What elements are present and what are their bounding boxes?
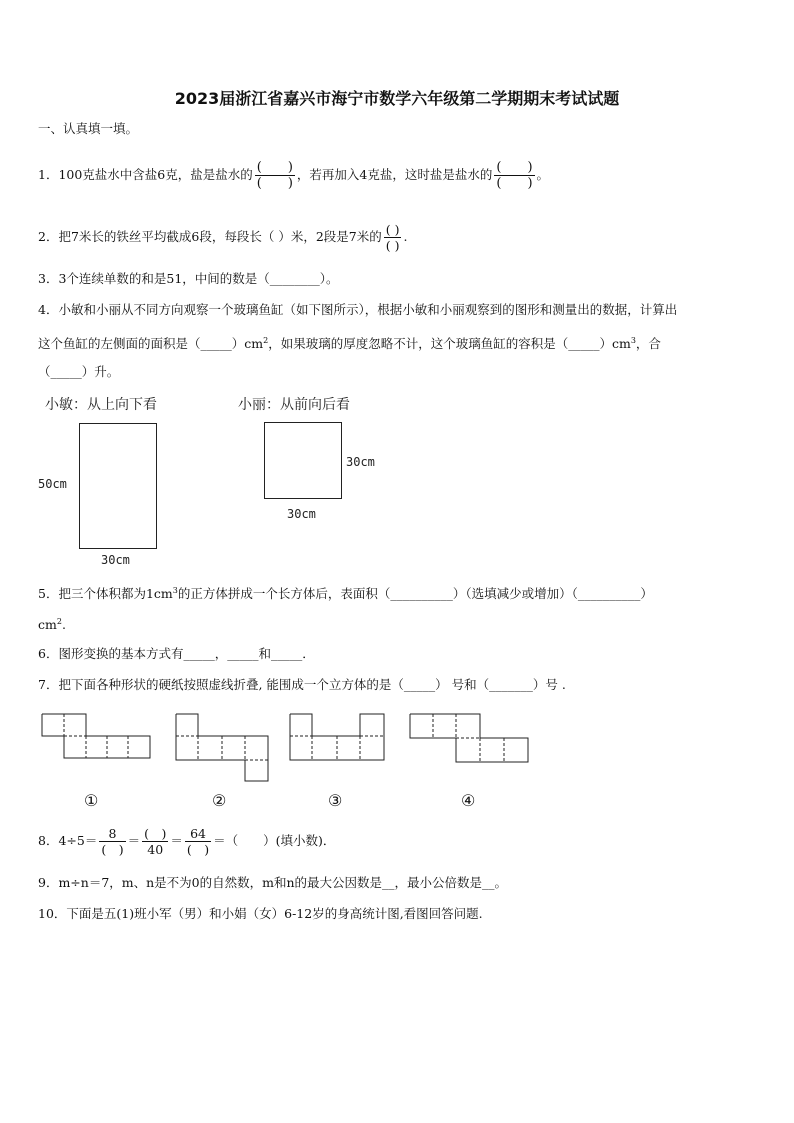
q4-text-c: ，合 <box>635 336 661 352</box>
fig4-dim-50cm: 50cm <box>38 477 67 491</box>
q8-f3-den: ( ) <box>186 842 210 857</box>
q1-fraction-2 <box>494 160 534 191</box>
q8-f2-den: 40 <box>147 842 164 857</box>
question-1 <box>38 160 549 191</box>
q1-text-a: 1．100克盐水中含盐6克，盐是盐水的 <box>38 167 253 182</box>
q4-text-b: ，如果玻璃的厚度忽略不计，这个玻璃鱼缸的容积是（_____）cm <box>268 336 631 352</box>
fig4-dim-30cm-a: 30cm <box>101 553 130 567</box>
question-4-line-1: 4．小敏和小丽从不同方向观察一个玻璃鱼缸（如下图所示），根据小敏和小丽观察到的图形和测量出的数据，计算出 <box>38 302 678 317</box>
q1-frac1-num: ( ) <box>256 160 293 175</box>
q2-frac-den: ( ) <box>385 238 400 253</box>
net-1 <box>42 714 150 758</box>
question-4-line-2 <box>38 332 661 353</box>
q1-frac1-den: ( ) <box>256 176 293 191</box>
question-4-line-3: （_____）升。 <box>38 364 120 379</box>
q8-f1-den: ( ) <box>101 842 124 857</box>
q2-fraction <box>384 222 402 253</box>
q8-fraction-3 <box>185 826 211 857</box>
q1-fraction-1 <box>255 160 295 191</box>
page-title: 2023届浙江省嘉兴市海宁市数学六年级第二学期期末考试试题 <box>174 89 620 108</box>
fig4-top-view-rect <box>79 423 157 549</box>
question-5 <box>38 582 653 603</box>
question-3: 3．3个连续单数的和是51，中间的数是（________）。 <box>38 271 339 286</box>
q2-text-a: 2．把7米长的铁丝平均截成6段，每段长（ ）米，2段是7米的 <box>38 229 382 244</box>
q1-frac2-num: ( ) <box>496 160 533 175</box>
q8-f1-num: 8 <box>99 826 125 842</box>
question-10: 10．下面是五(1)班小军（男）和小娟（女）6-12岁的身高统计图,看图回答问题. <box>38 906 483 921</box>
net-label-1: ① <box>84 791 99 810</box>
q8-text-b: ＝（ ）(填小数)． <box>213 833 336 848</box>
q5-unit: cm <box>38 617 57 633</box>
question-6: 6．图形变换的基本方式有_____，_____和_____． <box>38 646 315 661</box>
q5-text-b: 的正方体拼成一个长方体后，表面积（__________）（选填减少或增加）（__________） <box>177 586 653 602</box>
fig4-label-xiaomin: 小敏：从上向下看 <box>45 397 157 413</box>
fig4-dim-30cm-bottom: 30cm <box>287 507 316 521</box>
question-9: 9．m÷n＝7，m、n是不为0的自然数，m和n的最大公因数是__，最小公倍数是__。 <box>38 875 508 890</box>
question-8: 8．4÷5＝ $\frac{8}{( )}$ ＝ $\frac{( )}{40}$ ＝ $\frac{64}{( )}$ ＝（ ）(填小数)． <box>38 826 336 857</box>
question-7: 7．把下面各种形状的硬纸按照虚线折叠, 能围成一个立方体的是（_____） 号和（_______）号 . <box>38 677 566 692</box>
fig4-label-xiaoli: 小丽：从前向后看 <box>238 397 350 413</box>
q4-sup-3: 3 <box>630 336 636 345</box>
q4-sup-2: 2 <box>263 336 269 345</box>
q2-text-b: . <box>403 229 408 244</box>
q8-f3-num: 64 <box>185 826 211 842</box>
q8-fraction-1 <box>99 826 125 857</box>
q5-sup: 3 <box>172 586 178 595</box>
q8-f2-num: ( ) <box>144 826 167 841</box>
q5-text-a: 5．把三个体积都为1cm <box>38 586 173 602</box>
q2-frac-num: ( ) <box>385 222 400 237</box>
fig4-front-view-rect <box>264 422 342 499</box>
q8-fraction-2 <box>142 826 168 857</box>
question-5-line-2 <box>38 613 66 634</box>
q1-frac2-den: ( ) <box>496 176 533 191</box>
net-label-4: ④ <box>461 791 476 810</box>
net-label-3: ③ <box>328 791 343 810</box>
net-3 <box>290 714 384 760</box>
net-2 <box>176 714 268 781</box>
q5-sup-2: 2 <box>56 617 62 626</box>
net-4 <box>410 714 528 762</box>
q8-text-a: 8．4÷5＝ <box>38 833 98 848</box>
fig4-dim-30cm-side: 30cm <box>346 455 375 469</box>
net-label-2: ② <box>212 791 227 810</box>
question-2 <box>38 222 407 253</box>
q5-end: . <box>61 617 66 633</box>
q4-text-a: 这个鱼缸的左侧面的面积是（_____）cm <box>38 336 264 352</box>
q1-text-c: 。 <box>536 167 550 182</box>
cube-nets-figure <box>0 700 794 790</box>
section-heading: 一、认真填一填。 <box>38 121 139 136</box>
q1-text-b: ，若再加入4克盐，这时盐是盐水的 <box>296 167 493 182</box>
